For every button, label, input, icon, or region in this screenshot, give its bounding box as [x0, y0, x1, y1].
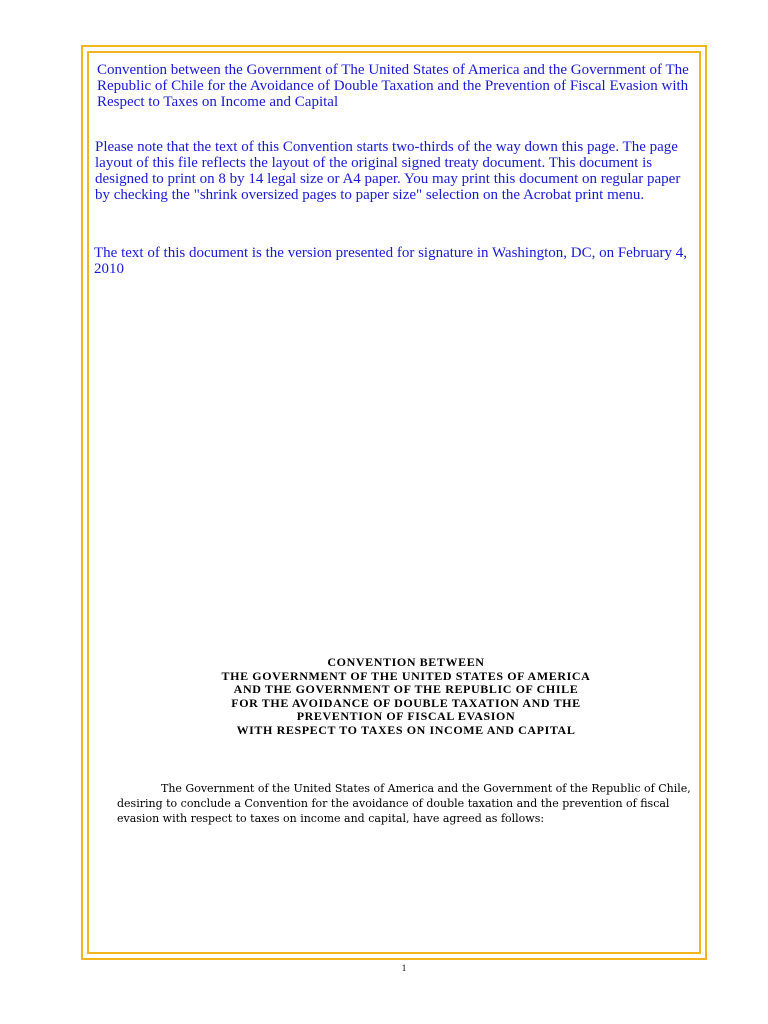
heading-line: FOR THE AVOIDANCE OF DOUBLE TAXATION AND THE — [231, 695, 581, 710]
heading-line: AND THE GOVERNMENT OF THE REPUBLIC OF CHILE — [233, 682, 579, 696]
convention-heading — [110, 656, 702, 737]
heading-line: PREVENTION OF FISCAL EVASION — [296, 709, 516, 723]
intro-title: Convention between the Government of The United States of America and the Government of The Republic of Chile for the Avoidance of Double Taxation and the Prevention of Fiscal Evasion with Respect to Taxes on Income and Capital — [97, 62, 689, 110]
heading-line: WITH RESPECT TO TAXES ON INCOME AND CAPITAL — [236, 722, 576, 737]
heading-line: CONVENTION BETWEEN — [327, 655, 485, 669]
page-number: 1 — [401, 963, 407, 973]
intro-signature-note: The text of this document is the version presented for signature in Washington, DC, on February 4, 2010 — [94, 245, 687, 277]
intro-print-note: Please note that the text of this Convention starts two-thirds of the way down this page. The page layout of this file reflects the layout of the original signed treaty document. This document is designed to print on 8 by 14 legal size or A4 paper. You may print this document on regular paper by checking the "shrink oversized pages to paper size" selection on the Acrobat print menu. — [95, 139, 681, 203]
convention-preamble: The Government of the United States of America and the Government of the Republic of Chile, desiring to conclude a Convention for the avoidance of double taxation and the prevention of fiscal evasion with respect to taxes on income and capital, have agreed as follows: — [117, 782, 691, 825]
heading-line: THE GOVERNMENT OF THE UNITED STATES OF AMERICA — [221, 668, 591, 683]
